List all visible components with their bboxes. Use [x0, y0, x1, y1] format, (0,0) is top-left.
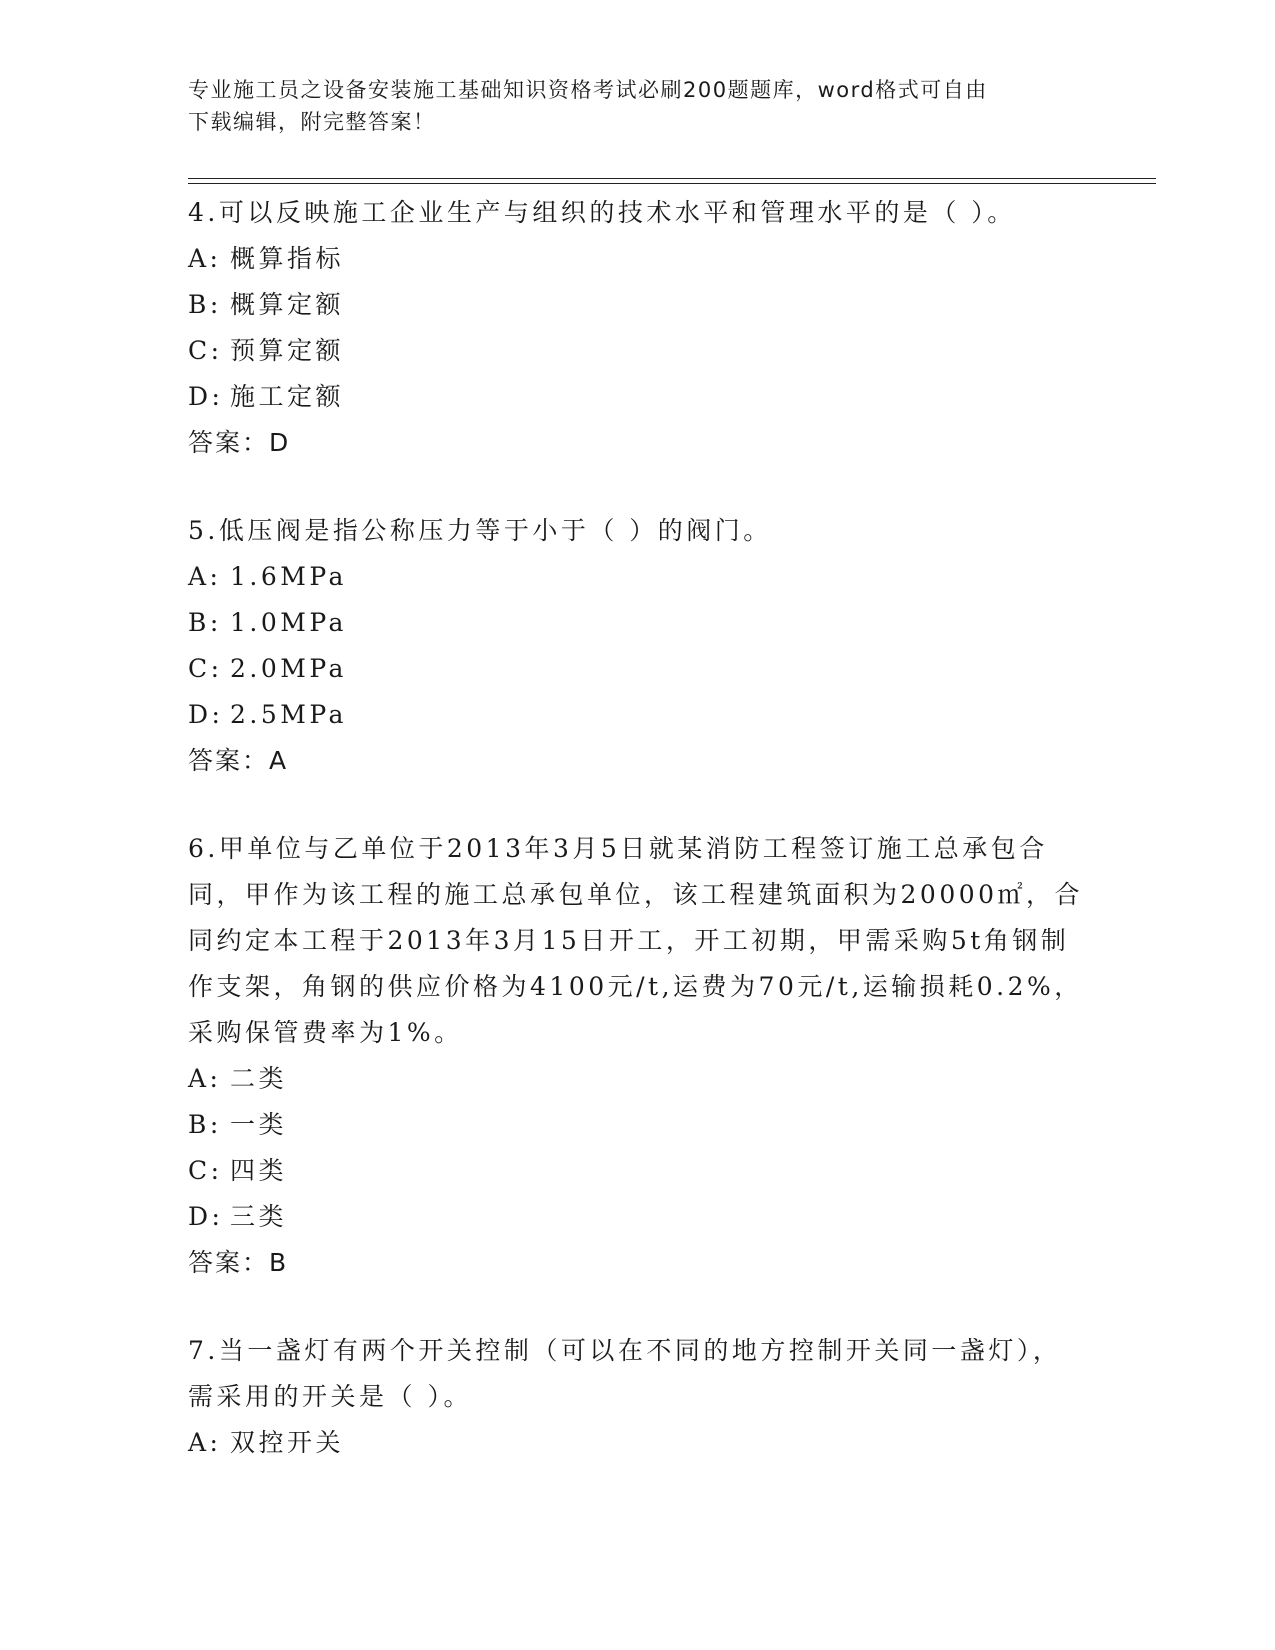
answer-line: 答案：A: [188, 746, 289, 775]
option-text: 1.6MPa: [230, 562, 347, 591]
option-key: D:: [188, 1202, 224, 1231]
option-text: 一类: [230, 1110, 288, 1139]
option-key: A:: [188, 1428, 222, 1457]
document-header: [188, 74, 1068, 138]
option-key: A:: [188, 562, 222, 591]
header-divider-top: [188, 178, 1156, 179]
question-item: [188, 826, 1088, 1286]
option-a: [188, 1056, 1088, 1102]
header-line-2: 下载编辑，附完整答案！: [188, 110, 436, 134]
question-stem: 6.甲单位与乙单位于2013年3月5日就某消防工程签订施工总承包合同，甲作为该工程的施工总承包单位，该工程建筑面积为20000㎡，合同约定本工程于2013年3月15日开工，开工初期，甲需采购5t角钢制作支架，角钢的供应价格为4100元/t,运费为70元/t,运输损耗0.2%，采购保管费率为1%。: [188, 834, 1084, 1047]
option-text: 2.5MPa: [230, 700, 347, 729]
option-text: 三类: [230, 1202, 288, 1231]
option-key: A:: [188, 1064, 222, 1093]
option-key: C:: [188, 336, 223, 365]
option-key: B:: [188, 290, 222, 319]
question-stem: 7.当一盏灯有两个开关控制（可以在不同的地方控制开关同一盏灯），需采用的开关是（ ）。: [188, 1336, 1062, 1411]
question-item: [188, 1328, 1088, 1466]
option-key: D:: [188, 382, 224, 411]
option-b: [188, 282, 1088, 328]
option-text: 概算指标: [230, 244, 345, 273]
option-b: [188, 1102, 1088, 1148]
header-divider-bottom: [188, 183, 1156, 184]
question-item: [188, 508, 1088, 784]
option-text: 2.0MPa: [230, 654, 347, 683]
option-a: [188, 1420, 1088, 1466]
question-stem: 5.低压阀是指公称压力等于小于（ ）的阀门。: [188, 516, 772, 545]
option-key: B:: [188, 608, 222, 637]
option-d: [188, 374, 1088, 420]
option-text: 预算定额: [230, 336, 345, 365]
option-key: D:: [188, 700, 224, 729]
option-d: [188, 692, 1088, 738]
option-text: 概算定额: [230, 290, 345, 319]
question-stem: 4.可以反映施工企业生产与组织的技术水平和管理水平的是（ ）。: [188, 198, 1016, 227]
option-c: [188, 1148, 1088, 1194]
answer-line: 答案：B: [188, 1248, 289, 1277]
option-key: A:: [188, 244, 222, 273]
option-b: [188, 600, 1088, 646]
question-list: [188, 190, 1088, 1508]
option-a: [188, 554, 1088, 600]
option-key: C:: [188, 654, 223, 683]
option-text: 施工定额: [230, 382, 345, 411]
answer-line: 答案：D: [188, 428, 291, 457]
option-c: [188, 646, 1088, 692]
option-text: 1.0MPa: [230, 608, 347, 637]
option-d: [188, 1194, 1088, 1240]
option-key: B:: [188, 1110, 222, 1139]
option-text: 双控开关: [230, 1428, 345, 1457]
option-a: [188, 236, 1088, 282]
question-item: [188, 190, 1088, 466]
option-text: 四类: [230, 1156, 288, 1185]
option-key: C:: [188, 1156, 223, 1185]
option-c: [188, 328, 1088, 374]
option-text: 二类: [230, 1064, 288, 1093]
header-line-1: 专业施工员之设备安装施工基础知识资格考试必刷200题题库，word格式可自由: [188, 78, 988, 102]
